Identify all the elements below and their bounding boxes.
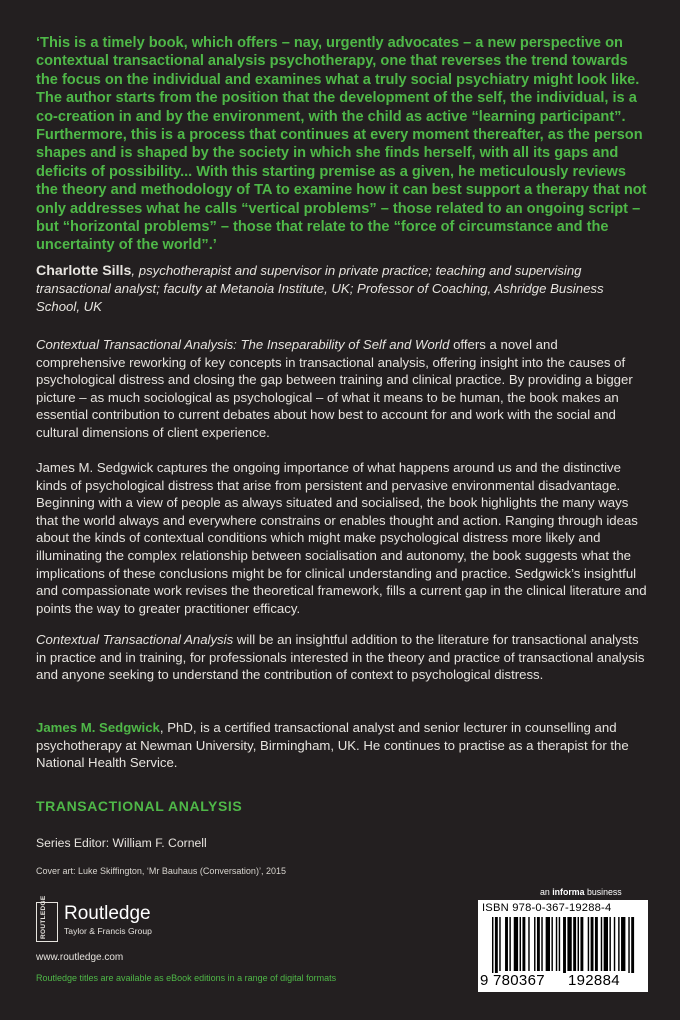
barcode-bar xyxy=(567,917,571,971)
barcode-digits-left: 780367 xyxy=(493,972,545,989)
informa-suffix: business xyxy=(584,887,622,897)
barcode-digit-first: 9 xyxy=(480,972,489,989)
barcode-bars-icon xyxy=(478,917,648,973)
author-bio-text: , PhD, is a certified transactional analyst and senior lecturer in counselling and psychotherapy at Newman University, Birmingham, UK. He continues to practise as a therapist for the National Health Service. xyxy=(36,720,629,771)
isbn-barcode xyxy=(478,900,648,992)
barcode-bar xyxy=(601,917,602,971)
endorser-role: , psychotherapist and supervisor in private practice; teaching and supervising transactional analyst; faculty at Metanoia Institute, UK; Professor of Coaching, Ashridge Business School, UK xyxy=(36,263,604,315)
endorser-name: Charlotte Sills xyxy=(36,263,132,279)
informa-name: informa xyxy=(552,887,585,897)
barcode-bar xyxy=(495,917,498,973)
barcode-bar xyxy=(492,917,493,973)
barcode-bar xyxy=(514,917,518,971)
publisher-url[interactable]: www.routledge.com xyxy=(36,952,124,963)
series-editor: Series Editor: William F. Cornell xyxy=(36,836,207,850)
barcode-bar xyxy=(522,917,525,971)
barcode-bar xyxy=(556,917,557,971)
endorsement-quote: ‘This is a timely book, which offers – nay, urgently advocates – a new perspective on contextual transactional analysis psychotherapy, one that reverses the trend towards the focus on the individual and examines what a truly social psychiatry might look like. The author starts from the position that the development of the self, the individual, is a co-creation in and by the environment, with the child as active “learning participant”. Furthermore, this is a process that continues at every moment thereafter, as the person shapes and is shaped by the society in which she finds herself, with all its gaps and deficits of possibility... With this starting premise as a given, he meticulously reviews the theory and methodology of TA to examine how it can best support a therapy that not only addresses what he calls “vertical problems” – those related to an ongoing script – but “horizontal problems” – those that relate to the “force of circumstance and the uncertainty of the world”.’ xyxy=(36,35,647,254)
barcode-bar xyxy=(551,917,552,971)
ebook-note: Routledge titles are available as eBook editions in a range of digital formats xyxy=(36,973,337,983)
routledge-logo-icon xyxy=(36,895,58,942)
barcode-bar xyxy=(609,917,610,971)
barcode-bar xyxy=(509,917,510,971)
barcode-bar xyxy=(563,917,566,973)
author-name: James M. Sedgwick xyxy=(36,720,160,735)
publisher-name: Routledge xyxy=(64,903,151,924)
barcode-bar xyxy=(528,917,529,971)
barcode-bar xyxy=(595,917,598,971)
barcode-bar xyxy=(628,917,629,973)
informa-prefix: an xyxy=(540,887,553,897)
barcode-bar xyxy=(559,917,560,971)
endorsement-attribution xyxy=(36,262,648,317)
informa-business-note xyxy=(540,887,622,897)
barcode-bar xyxy=(614,917,615,971)
barcode-bar xyxy=(580,917,583,971)
book-title-italic: Contextual Transactional Analysis: The Inseparability of Self and World xyxy=(36,337,450,352)
barcode-bar xyxy=(505,917,508,971)
barcode-bar xyxy=(537,917,540,971)
description-text-3: will be an insightful addition to the literature for transactional analysts in practice and in training, for professionals interested in the theory and practice of transactional analysis and anyone seeking to understand the contribution of context to psychological distress. xyxy=(36,632,645,683)
barcode-bar xyxy=(591,917,594,971)
logo-text: ROUTLEDGE xyxy=(40,895,47,939)
barcode-bar xyxy=(499,917,500,971)
barcode-bar xyxy=(588,917,589,971)
barcode-bar xyxy=(520,917,521,971)
description-paragraph-1 xyxy=(36,336,648,442)
description-paragraph-3 xyxy=(36,631,648,684)
barcode-bar xyxy=(541,917,542,971)
series-title: TRANSACTIONAL ANALYSIS xyxy=(36,798,243,814)
barcode-bar xyxy=(621,917,625,971)
barcode-bar xyxy=(618,917,619,971)
isbn-label: ISBN 978-0-367-19288-4 xyxy=(482,902,612,914)
barcode-bar xyxy=(573,917,576,971)
publisher-group: Taylor & Francis Group xyxy=(64,926,152,936)
barcode-bar xyxy=(534,917,535,971)
barcode-bar xyxy=(546,917,550,971)
book-title-short-italic: Contextual Transactional Analysis xyxy=(36,632,234,647)
barcode-bar xyxy=(604,917,608,971)
barcode-digits-right: 192884 xyxy=(568,972,620,989)
description-paragraph-2: James M. Sedgwick captures the ongoing importance of what happens around us and the distinctive kinds of psychological distress that arise from persistent and pervasive environmental disadvantage. Beginning with a view of people as always situated and socialised, the book highlights the many ways that the world always and everywhere constrains or enables thought and action. Ranging through ideas about the kinds of contextual conditions which might make psychological distress more likely and illuminating the complex relationship between socialisation and autonomy, the book suggests what the implications of these conclusions might be for clinical understanding and practice. Sedgwick’s insightful and compassionate work revises the theoretical framework, fills a current gap in the clinical literature and points the way to greater practitioner efficacy. xyxy=(36,460,647,616)
author-bio xyxy=(36,719,648,772)
barcode-bar xyxy=(578,917,579,971)
cover-art-credit: Cover art: Luke Skiffington, ‘Mr Bauhaus (Conversation)’, 2015 xyxy=(36,866,286,876)
barcode-bar xyxy=(631,917,634,973)
description-text-1: offers a novel and comprehensive reworking of key concepts in transactional analysis, offering insight into the causes of psychological distress and closing the gap between training and clinical practice. By providing a bigger picture – as much sociological as psychological – of what it means to be human, the book makes an essential contribution to current debates about how best to account for and work with the social and cultural dimensions of client experience. xyxy=(36,337,633,440)
